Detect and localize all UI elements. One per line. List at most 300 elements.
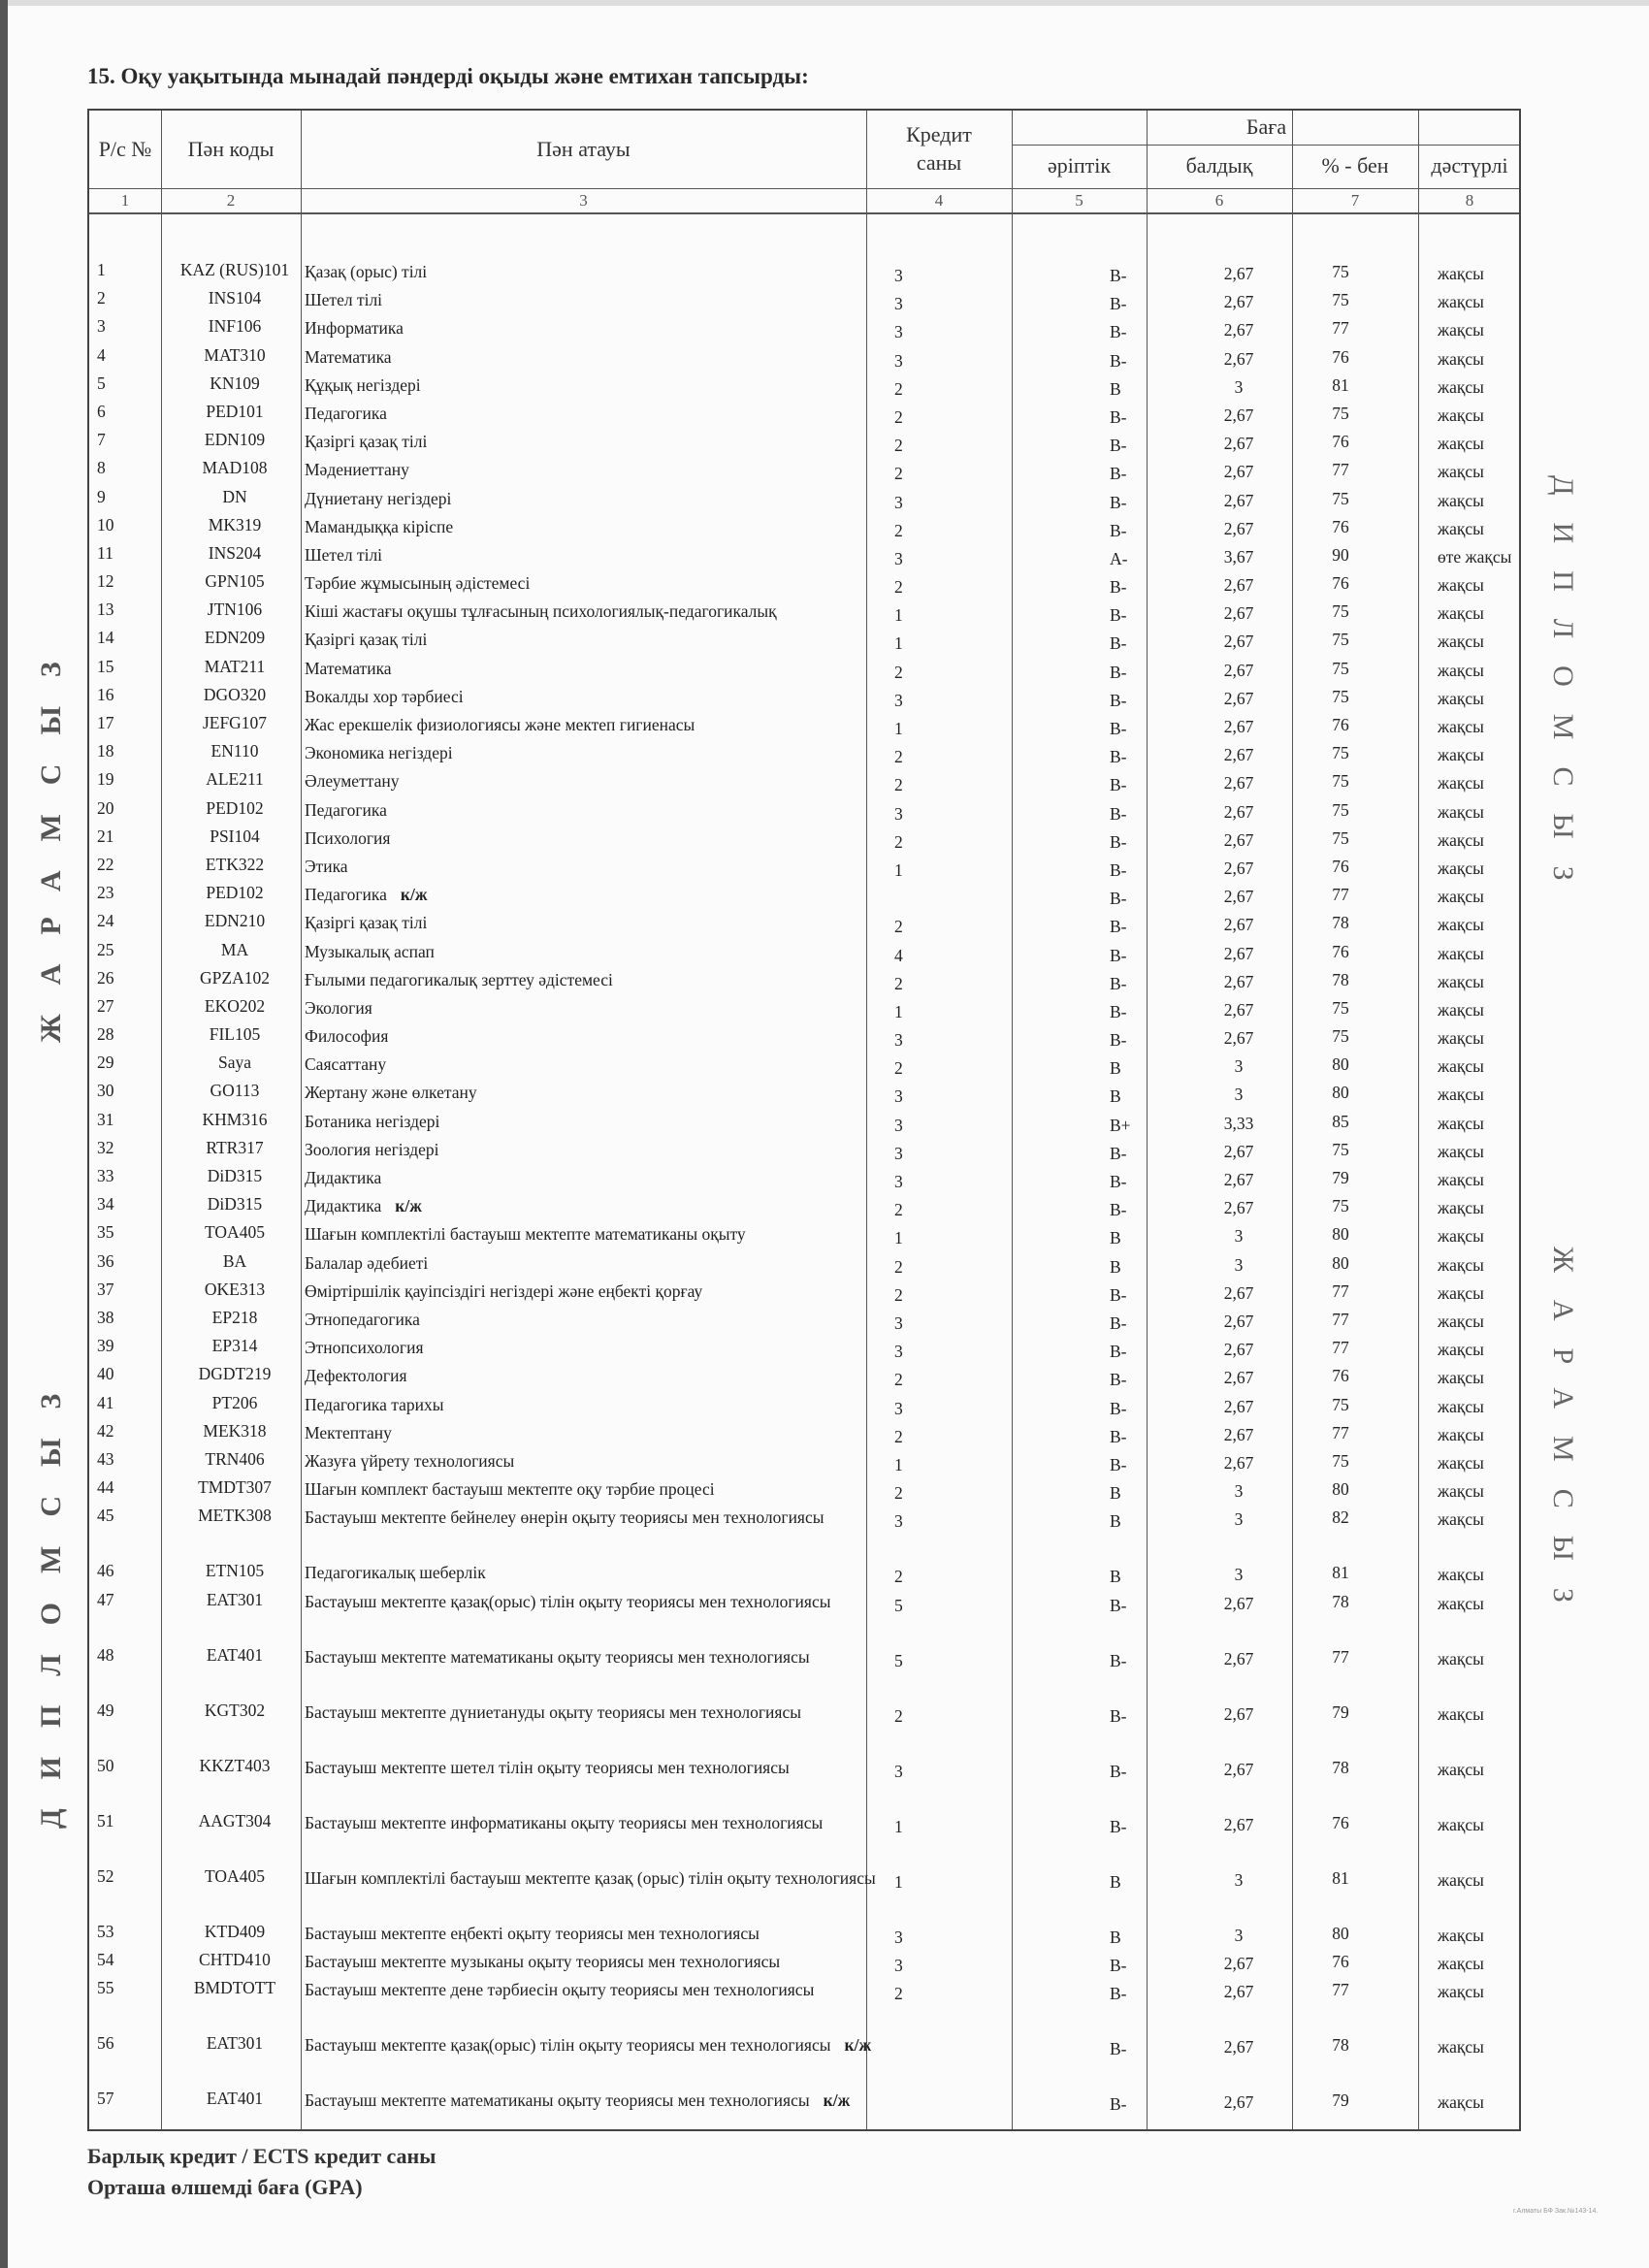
grade-percent	[1292, 1026, 1389, 1047]
credits	[894, 549, 953, 569]
table-row	[89, 1477, 1523, 1506]
table-row	[89, 1950, 1523, 1978]
row-number-text: 26	[97, 967, 114, 988]
course-name	[305, 996, 954, 1021]
row-number-text: 16	[97, 684, 114, 704]
grade-points	[1166, 1397, 1311, 1417]
course-name-text: Дефектология	[305, 1366, 407, 1386]
traditional-grade-text: жақсы	[1438, 1759, 1484, 1779]
letter-grade-text: B-	[1110, 294, 1127, 314]
table-row	[89, 798, 1523, 826]
credits-text: 2	[894, 1984, 903, 2004]
course-name	[305, 1421, 954, 1445]
traditional-grade	[1438, 1283, 1535, 1304]
grade-points	[1166, 377, 1311, 398]
course-name-text: Дидактика	[305, 1168, 382, 1187]
course-name-text: Этнопсихология	[305, 1338, 424, 1358]
traditional-grade-text: жақсы	[1438, 1869, 1484, 1890]
credits	[894, 1956, 953, 1976]
traditional-grade-text: жақсы	[1438, 915, 1484, 935]
grade-percent-text: 77	[1332, 885, 1349, 905]
course-name	[305, 1978, 954, 2002]
row-number-text: 49	[97, 1700, 114, 1720]
grade-points-text: 3	[1234, 1085, 1244, 1105]
traditional-grade	[1438, 1481, 1535, 1502]
col-number: 4	[934, 190, 944, 210]
grade-points	[1166, 773, 1311, 794]
table-row	[89, 515, 1523, 543]
course-name	[305, 1364, 954, 1388]
course-name-text: Қазақ (орыс) тілі	[305, 262, 428, 281]
course-name-text: Бастауыш мектепте бейнелеу өнерін оқыту теориясы мен технологиясы	[305, 1507, 824, 1528]
traditional-grade-text: жақсы	[1438, 1170, 1484, 1189]
traditional-grade-text: жақсы	[1438, 1982, 1484, 2002]
row-number	[89, 1280, 163, 1300]
course-code-text: BA	[222, 1250, 247, 1271]
letter-grade-text: B-	[1110, 2094, 1127, 2115]
course-name	[305, 2089, 954, 2113]
grade-points	[1166, 603, 1311, 624]
grade-percent-text: 80	[1332, 1252, 1349, 1273]
traditional-grade	[1438, 292, 1535, 312]
row-number-text: 55	[97, 1978, 114, 1998]
course-name	[305, 713, 954, 737]
course-name	[305, 769, 954, 794]
course-name	[305, 883, 954, 907]
row-divider	[89, 212, 1519, 214]
traditional-grade-text: жақсы	[1438, 999, 1484, 1020]
row-number-text: 18	[97, 741, 114, 761]
grade-percent-text: 79	[1332, 2090, 1349, 2111]
row-number	[89, 1336, 163, 1356]
credits	[894, 663, 953, 683]
row-number-text: 9	[97, 486, 106, 506]
grade-points	[1166, 1453, 1311, 1474]
row-number-text: 13	[97, 599, 114, 620]
traditional-grade	[1438, 405, 1535, 426]
course-name-text: Педагогика	[305, 799, 387, 820]
course-code-text: KKZT403	[199, 1755, 271, 1775]
grade-percent-text: 80	[1332, 1923, 1349, 1943]
letter-grade-text: B-	[1110, 719, 1127, 738]
course-name-text: Экология	[305, 997, 372, 1018]
letter-grade-text: B-	[1110, 1816, 1127, 1836]
row-number-text: 6	[97, 401, 106, 421]
row-number	[89, 599, 163, 620]
grade-points-text: 2,67	[1223, 858, 1254, 878]
course-code	[167, 741, 303, 761]
course-name	[305, 543, 954, 567]
row-number	[89, 741, 163, 761]
course-name-text: Ботаника негіздері	[305, 1111, 440, 1131]
course-name-text: Жас ерекшелік физиологиясы және мектеп гигиенасы	[305, 715, 695, 734]
row-number	[89, 1166, 163, 1186]
credits	[894, 775, 953, 795]
traditional-grade-text: жақсы	[1438, 292, 1484, 312]
printer-imprint: г.Алматы БФ Зак.№143-14.	[1513, 2208, 1599, 2215]
grade-points	[1166, 1509, 1311, 1530]
course-name-text: Шағын комплектілі бастауыш мектепте математиканы оқыту	[305, 1224, 746, 1245]
course-name-text: Мәдениеттану	[305, 460, 409, 480]
course-code-text: EAT301	[206, 2033, 264, 2054]
row-number-text: 35	[97, 1222, 114, 1243]
credits-text: 3	[894, 1086, 903, 1107]
grade-percent	[1292, 1980, 1389, 2000]
course-code	[167, 940, 303, 960]
coursework-mark: к/ж	[400, 885, 428, 905]
traditional-grade-text: жақсы	[1438, 858, 1484, 878]
grade-percent	[1292, 1196, 1389, 1216]
course-code-text: TOA405	[205, 1222, 265, 1243]
traditional-grade-text: жақсы	[1438, 603, 1484, 624]
grade-percent	[1292, 970, 1389, 990]
row-number	[89, 1222, 163, 1243]
row-number-text: 29	[97, 1053, 114, 1073]
letter-grade-text: B	[1110, 1058, 1121, 1079]
grade-percent	[1292, 432, 1389, 452]
traditional-grade	[1438, 1954, 1535, 1974]
traditional-grade-text: жақсы	[1438, 1593, 1484, 1613]
course-code-text: MA	[220, 939, 249, 959]
course-name-text: Жертану және өлкетану	[305, 1083, 477, 1103]
row-number-text: 56	[97, 2033, 114, 2054]
letter-grade-text: B-	[1110, 1200, 1127, 1220]
letter-grade-text: B-	[1110, 520, 1127, 540]
grade-percent-text: 78	[1332, 913, 1349, 933]
row-number-text: 46	[97, 1561, 114, 1581]
course-name-text: Зоология негіздері	[305, 1139, 439, 1159]
table-row	[89, 1110, 1523, 1138]
letter-grade-text: B-	[1110, 605, 1127, 626]
course-name	[305, 1024, 954, 1049]
course-code-text: EP314	[211, 1336, 258, 1356]
grade-points	[1166, 1982, 1311, 2002]
row-number-text: 48	[97, 1644, 114, 1665]
grade-percent	[1292, 545, 1389, 566]
course-code-text: INS204	[208, 542, 262, 563]
grade-points	[1166, 830, 1311, 851]
table-row	[89, 1756, 1523, 1811]
grade-points-text: 3,67	[1223, 546, 1254, 567]
grade-points	[1166, 1425, 1311, 1445]
course-code-text: EP218	[211, 1307, 258, 1327]
letter-grade-text: B-	[1110, 1370, 1127, 1390]
grade-points-text: 2,67	[1223, 292, 1254, 312]
table-row	[89, 769, 1523, 797]
credits	[894, 633, 953, 654]
traditional-grade	[1438, 1028, 1535, 1049]
table-row	[89, 1561, 1523, 1590]
grade-points-text: 2,67	[1223, 773, 1254, 794]
credits	[894, 1058, 953, 1079]
course-name-text: Педагогика	[305, 885, 387, 905]
course-name	[305, 798, 954, 823]
row-number-text: 17	[97, 713, 114, 732]
grade-points-text: 2,67	[1223, 575, 1254, 596]
traditional-grade	[1438, 1982, 1535, 2002]
course-code	[167, 1922, 303, 1942]
grade-percent	[1292, 1423, 1389, 1443]
table-row	[89, 940, 1523, 968]
traditional-grade	[1438, 2092, 1535, 2113]
header-no: Р/с №	[98, 136, 152, 161]
course-name	[305, 1561, 954, 1585]
course-code-text: MK319	[208, 514, 262, 535]
traditional-grade	[1438, 349, 1535, 370]
grade-points	[1166, 264, 1311, 284]
grade-percent-text: 81	[1332, 374, 1349, 395]
row-number	[89, 345, 163, 366]
row-number-text: 14	[97, 628, 114, 648]
grade-percent	[1292, 1168, 1389, 1188]
table-row	[89, 402, 1523, 430]
letter-grade-text: B-	[1110, 945, 1127, 965]
traditional-grade-text: жақсы	[1438, 1056, 1484, 1077]
course-code-text: METK308	[198, 1506, 272, 1526]
table-row	[89, 2089, 1523, 2144]
credits-text: 3	[894, 1398, 903, 1418]
credits	[894, 266, 953, 286]
credits-text: 3	[894, 803, 903, 824]
course-code-text: EDN209	[204, 628, 266, 648]
course-name-text: Бастауыш мектепте дене тәрбиесін оқыту теориясы мен технологиясы	[305, 1980, 815, 2000]
table-row	[89, 855, 1523, 883]
col-number: 8	[1465, 190, 1474, 210]
credits	[894, 1116, 953, 1136]
credits-text: 2	[894, 577, 903, 598]
grade-points	[1166, 1000, 1311, 1021]
grade-percent-text: 75	[1332, 1450, 1349, 1471]
course-name	[305, 1756, 954, 1780]
course-name-text: Дүниетану негіздері	[305, 488, 452, 508]
table-row	[89, 345, 1523, 373]
traditional-grade-text: жақсы	[1438, 773, 1484, 794]
credits-text: 3	[894, 548, 903, 568]
grade-percent	[1292, 913, 1389, 933]
grade-points-text: 2,67	[1223, 943, 1254, 963]
course-code	[167, 996, 303, 1017]
letter-grade-text: B-	[1110, 406, 1127, 427]
traditional-grade	[1438, 434, 1535, 454]
course-name	[305, 515, 954, 539]
course-code-text: AAGT304	[198, 1810, 272, 1831]
credits	[894, 832, 953, 853]
grade-points	[1166, 1649, 1311, 1669]
course-code-text: EAT401	[206, 1644, 264, 1665]
row-number	[89, 1024, 163, 1045]
grade-percent	[1292, 517, 1389, 537]
grade-points-text: 2,67	[1223, 1282, 1254, 1303]
traditional-grade	[1438, 1142, 1535, 1162]
traditional-grade	[1438, 1594, 1535, 1614]
grade-points-text: 2,67	[1223, 348, 1254, 369]
traditional-grade	[1438, 1170, 1535, 1190]
course-code	[167, 657, 303, 677]
table-row	[89, 1053, 1523, 1081]
course-code-text: PED102	[206, 883, 264, 903]
grade-percent	[1292, 800, 1389, 821]
table-row	[89, 826, 1523, 855]
credits	[894, 1313, 953, 1334]
credits-text: 2	[894, 1705, 903, 1726]
col-number: 7	[1350, 190, 1360, 210]
course-code	[167, 713, 303, 733]
credits-text: 2	[894, 775, 903, 795]
row-number	[89, 543, 163, 564]
course-code	[167, 769, 303, 790]
course-name-text: Бастауыш мектепте еңбекті оқыту теориясы мен технологиясы	[305, 1923, 760, 1943]
traditional-grade	[1438, 1760, 1535, 1780]
letter-grade-text: B-	[1110, 1342, 1127, 1362]
traditional-grade-text: жақсы	[1438, 1198, 1484, 1218]
course-name	[305, 599, 954, 624]
grade-percent-text: 75	[1332, 799, 1349, 820]
course-code-text: DGDT219	[198, 1364, 272, 1384]
credits-text: 3	[894, 1956, 903, 1976]
traditional-grade-text: жақсы	[1438, 1254, 1484, 1275]
course-name	[305, 402, 954, 426]
course-name-text: Мамандыққа кіріспе	[305, 516, 454, 536]
grade-percent-text: 80	[1332, 1224, 1349, 1245]
credits-text: 1	[894, 1871, 903, 1892]
traditional-grade	[1438, 547, 1535, 567]
row-number-text: 44	[97, 1477, 114, 1498]
traditional-grade-text: жақсы	[1438, 1311, 1484, 1331]
credits-text: 2	[894, 436, 903, 456]
course-code	[167, 1506, 303, 1526]
credits-text: 2	[894, 1256, 903, 1277]
grade-points-text: 2,67	[1223, 2037, 1254, 2057]
grade-percent-text: 75	[1332, 658, 1349, 678]
row-number	[89, 1950, 163, 1970]
course-name-text: Этика	[305, 856, 348, 876]
row-number	[89, 1393, 163, 1413]
course-name	[305, 1138, 954, 1162]
grade-points-text: 2,67	[1223, 632, 1254, 652]
traditional-grade-text: жақсы	[1438, 575, 1484, 596]
grade-points-text: 2,67	[1223, 1311, 1254, 1331]
letter-grade-text: B-	[1110, 1001, 1127, 1021]
row-number	[89, 430, 163, 450]
grade-percent	[1292, 743, 1389, 763]
grade-percent	[1292, 1868, 1389, 1889]
credits	[894, 860, 953, 881]
traditional-grade-text: жақсы	[1438, 688, 1484, 708]
course-code	[167, 288, 303, 308]
traditional-grade	[1438, 972, 1535, 992]
course-code	[167, 1053, 303, 1073]
credits-text: 1	[894, 633, 903, 654]
traditional-grade	[1438, 661, 1535, 681]
course-name	[305, 741, 954, 765]
grade-percent	[1292, 1924, 1389, 1944]
course-name-text: Мектептану	[305, 1422, 392, 1442]
credits	[894, 1567, 953, 1587]
course-code-text: KGT302	[204, 1700, 266, 1720]
grade-points	[1166, 1870, 1311, 1891]
grade-points-text: 2,67	[1223, 829, 1254, 850]
course-name-text: Құқық негіздері	[305, 374, 421, 395]
credits	[894, 1342, 953, 1362]
grade-percent	[1292, 404, 1389, 424]
grade-percent-text: 75	[1332, 488, 1349, 508]
credits-text: 1	[894, 1001, 903, 1021]
course-code	[167, 685, 303, 705]
row-number	[89, 1645, 163, 1666]
course-name-text: Бастауыш мектепте информатиканы оқыту теориясы мен технологиясы	[305, 1812, 824, 1832]
letter-grade-text: B	[1110, 1511, 1121, 1532]
course-name-text: Қазіргі қазақ тілі	[305, 630, 428, 650]
course-code	[167, 2033, 303, 2054]
course-name-text: Педагогика	[305, 403, 387, 423]
traditional-grade	[1438, 1255, 1535, 1276]
grade-points-text: 2,67	[1223, 264, 1254, 283]
credits-text: 2	[894, 1370, 903, 1390]
credits-text: 3	[894, 1761, 903, 1781]
traditional-grade-text: жақсы	[1438, 462, 1484, 482]
course-code-text: PT206	[211, 1392, 258, 1412]
traditional-grade-text: жақсы	[1438, 887, 1484, 907]
credits-text: 3	[894, 492, 903, 512]
course-code-text: EN110	[210, 741, 259, 761]
grade-percent-text: 77	[1332, 318, 1349, 339]
traditional-grade-text: жақсы	[1438, 829, 1484, 850]
grade-percent-text: 78	[1332, 1757, 1349, 1777]
table-row	[89, 1364, 1523, 1392]
grade-percent-text: 76	[1332, 715, 1349, 734]
grade-points	[1166, 547, 1311, 567]
letter-grade-text: B+	[1110, 1115, 1131, 1135]
grade-percent-text: 78	[1332, 2035, 1349, 2056]
course-code	[167, 1166, 303, 1186]
course-name	[305, 1645, 954, 1669]
traditional-grade-text: жақсы	[1438, 434, 1484, 454]
row-number-text: 11	[97, 542, 113, 563]
row-number	[89, 1701, 163, 1721]
grade-points	[1166, 1760, 1311, 1780]
course-code-text: RTR317	[206, 1137, 264, 1157]
course-code	[167, 402, 303, 422]
traditional-grade-text: жақсы	[1438, 1028, 1484, 1049]
credits-text: 2	[894, 1426, 903, 1446]
credits	[894, 464, 953, 484]
credits	[894, 1706, 953, 1727]
credits-text: 2	[894, 747, 903, 767]
grade-points-text: 2,67	[1223, 1198, 1254, 1218]
course-code-text: Saya	[217, 1053, 252, 1073]
grade-points-text: 2,67	[1223, 490, 1254, 510]
grade-points-text: 2,67	[1223, 1593, 1254, 1613]
grade-points	[1166, 1114, 1311, 1134]
credits	[894, 493, 953, 513]
grade-points-text: 3,33	[1223, 1113, 1254, 1133]
credits	[894, 1370, 953, 1390]
grade-percent	[1292, 771, 1389, 792]
course-name	[305, 1811, 954, 1835]
course-code	[167, 1449, 303, 1470]
row-number-text: 25	[97, 939, 114, 959]
traditional-grade	[1438, 1815, 1535, 1835]
traditional-grade-text: жақсы	[1438, 1509, 1484, 1530]
grade-percent-text: 82	[1332, 1507, 1349, 1528]
course-code-text: DiD315	[207, 1166, 263, 1185]
course-name	[305, 911, 954, 935]
row-number	[89, 940, 163, 960]
grade-percent-text: 75	[1332, 686, 1349, 706]
course-name-text: Тәрбие жұмысының әдістемесі	[305, 573, 531, 594]
course-name	[305, 1194, 954, 1218]
traditional-grade-text: жақсы	[1438, 1452, 1484, 1473]
